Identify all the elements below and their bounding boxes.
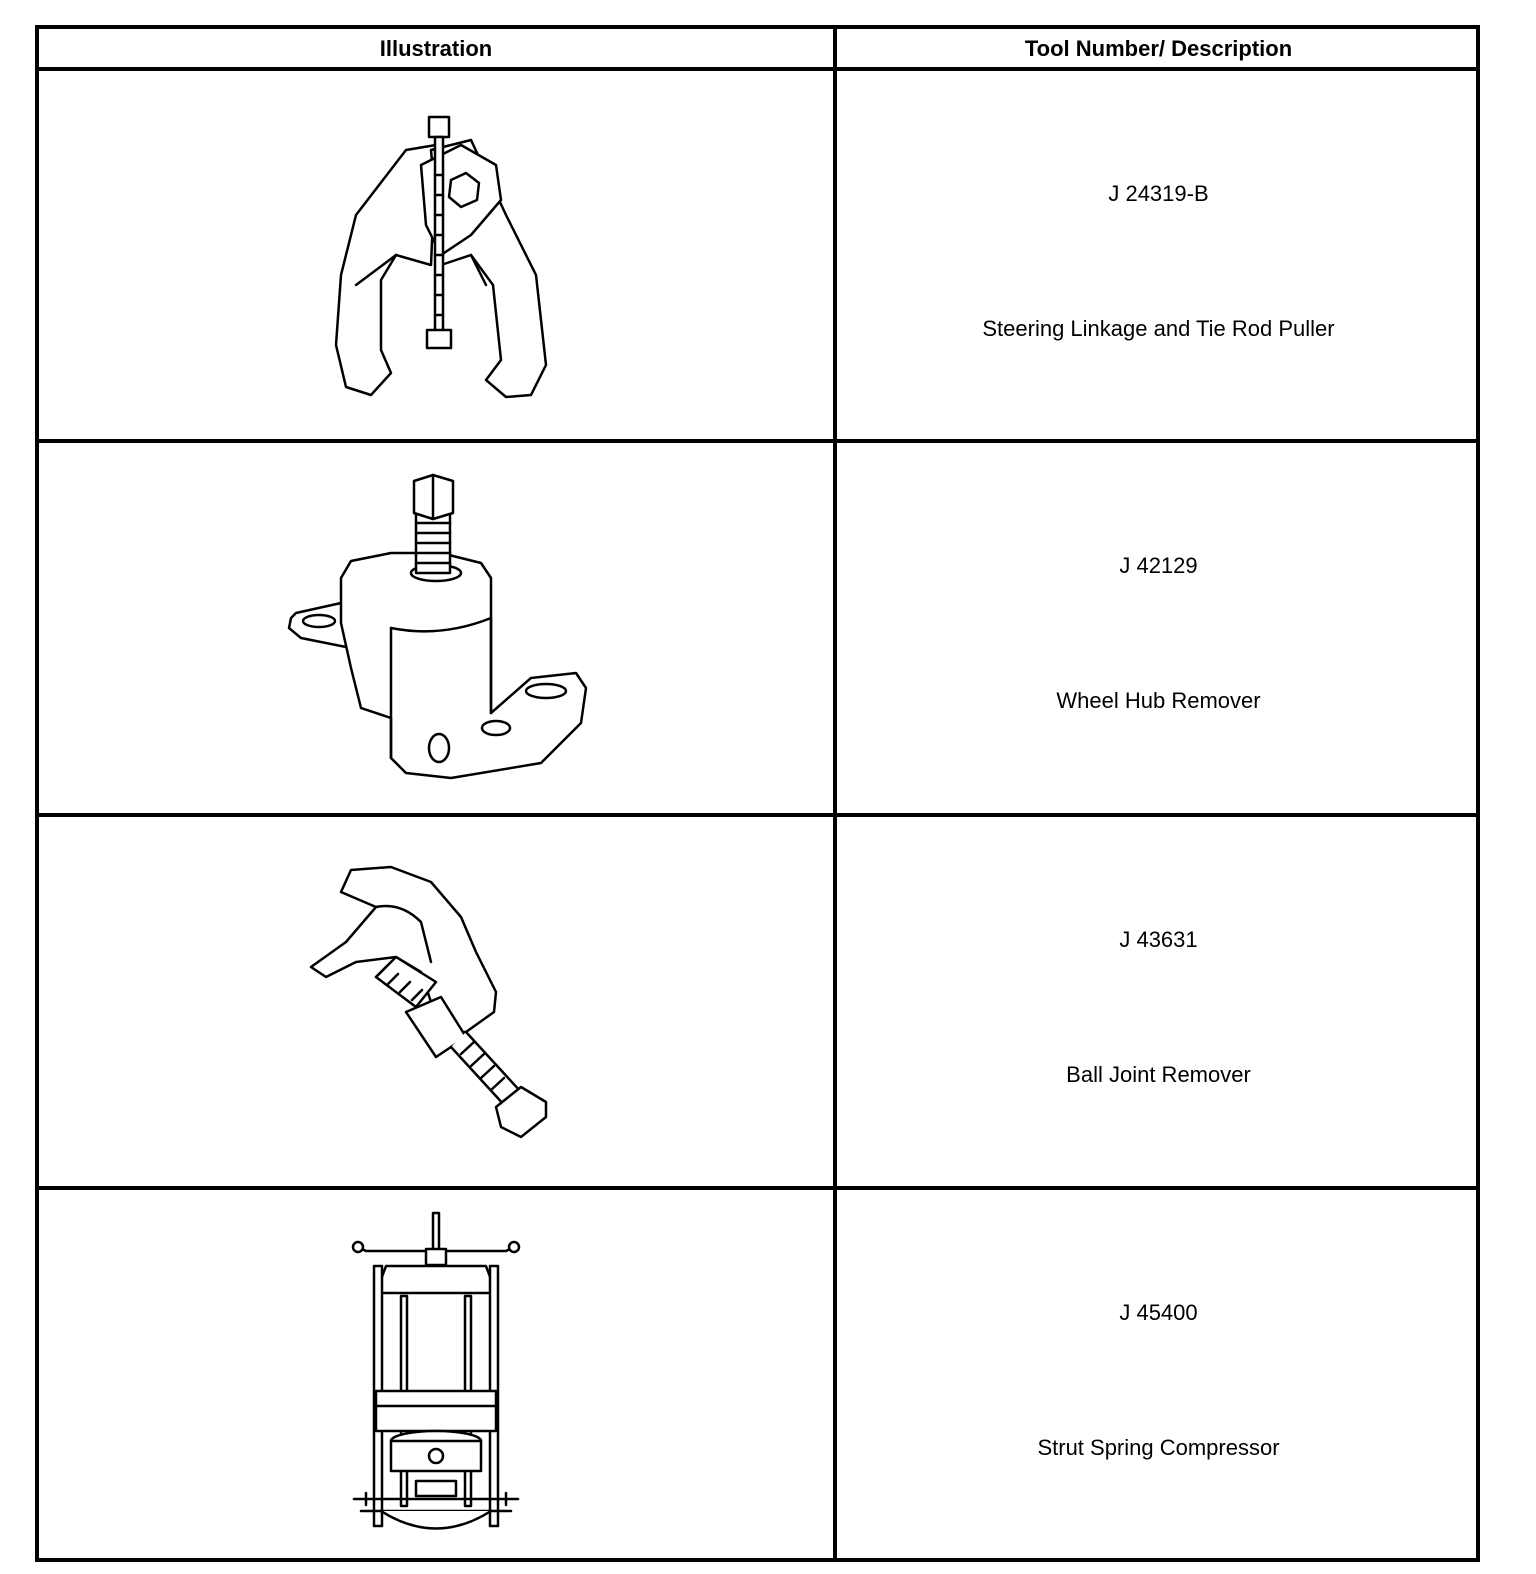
table-row — [39, 71, 1476, 439]
header-illustration: Illustration — [379, 36, 493, 61]
tool-description: Strut Spring Compressor — [1037, 1435, 1280, 1460]
ball-joint-remover-icon — [306, 862, 566, 1142]
description-cell — [837, 1190, 1480, 1562]
table-row — [39, 817, 1476, 1186]
strut-spring-compressor-icon — [346, 1211, 526, 1541]
tool-number: J 45400 — [1119, 1300, 1198, 1325]
tool-number: J 43631 — [1119, 927, 1198, 952]
tool-number: J 24319-B — [1108, 181, 1209, 206]
illustration-cell — [39, 443, 833, 813]
tool-number: J 42129 — [1119, 553, 1198, 578]
illustration-cell — [39, 1190, 833, 1562]
illustration-cell — [39, 817, 833, 1186]
description-cell — [837, 443, 1480, 813]
table-row — [39, 443, 1476, 813]
tool-description: Ball Joint Remover — [1066, 1062, 1251, 1087]
table-row — [39, 1190, 1476, 1562]
tool-description: Wheel Hub Remover — [1056, 688, 1261, 713]
wheel-hub-remover-icon — [281, 473, 591, 783]
tool-description: Steering Linkage and Tie Rod Puller — [982, 316, 1335, 341]
tie-rod-puller-icon — [311, 105, 561, 405]
illustration-cell — [39, 71, 833, 439]
header-tool-number-description: Tool Number/ Description — [1024, 36, 1293, 61]
description-cell — [837, 817, 1480, 1186]
tool-table — [35, 25, 1480, 1562]
description-cell — [837, 71, 1480, 439]
